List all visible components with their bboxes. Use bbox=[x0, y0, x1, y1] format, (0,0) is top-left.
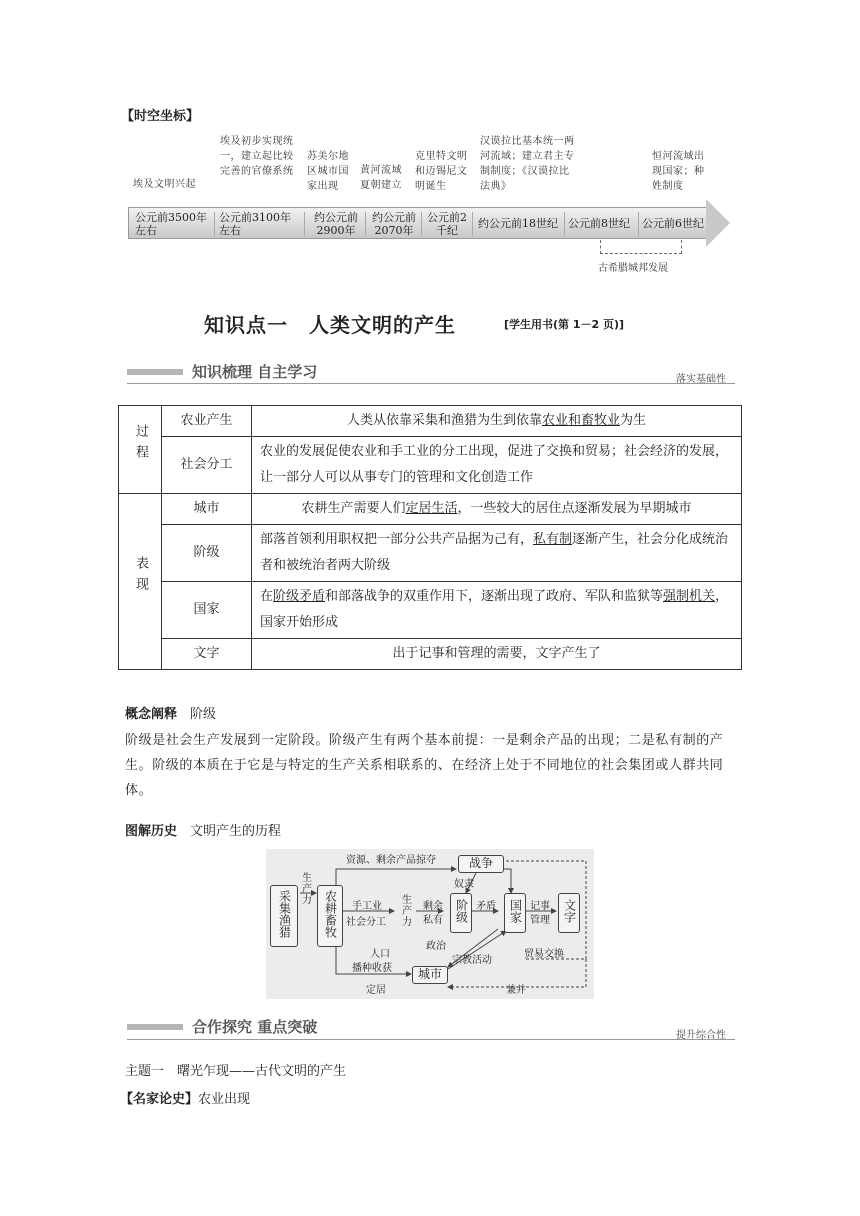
table-row bbox=[119, 437, 742, 494]
knowledge-table bbox=[118, 405, 742, 670]
diagram-label: 生产力 bbox=[402, 895, 412, 928]
section-bar bbox=[127, 369, 183, 375]
timeline-note: 恒河流域出现国家；种姓制度 bbox=[652, 151, 705, 192]
diagram-heading: 图解历史 文明产生的历程 bbox=[125, 824, 282, 839]
box-state: 国家 bbox=[504, 893, 526, 933]
timeline-date: 公元前2千纪 bbox=[427, 211, 467, 237]
diagram-label: 资源、剩余产品掠夺 bbox=[346, 855, 436, 866]
diagram-label: 管理 bbox=[530, 915, 550, 926]
row-label: 城市 bbox=[162, 494, 252, 525]
table-row bbox=[119, 525, 742, 582]
timeline-header: 【时空坐标】 bbox=[121, 109, 200, 124]
row-label: 文字 bbox=[162, 639, 252, 670]
table-row bbox=[119, 639, 742, 670]
page-title: 知识点一 人类文明的产生 bbox=[204, 313, 456, 337]
diagram-label: 生产力 bbox=[302, 873, 312, 906]
diagram-label: 定居 bbox=[366, 985, 386, 996]
diagram-label: 记事 bbox=[530, 901, 550, 912]
timeline-note: 苏美尔地区城市国家出现 bbox=[307, 151, 349, 192]
box-farming: 农耕畜牧 bbox=[317, 885, 343, 947]
section-right-label: 落实基础性 bbox=[676, 374, 726, 385]
row-content: 在阶级矛盾和部落战争的双重作用下，逐渐出现了政府、军队和监狱等强制机关，国家开始形成 bbox=[252, 582, 742, 639]
row-content: 农耕生产需要人们定居生活，一些较大的居住点逐渐发展为早期城市 bbox=[252, 494, 742, 525]
table-row bbox=[119, 494, 742, 525]
concept-text: 阶级是社会生产发展到一定阶段。阶级产生有两个基本前提：一是剩余产品的出现；二是私有制的产生。阶级的本质在于它是与特定的生产关系相联系的、在经济上处于不同地位的社会集团或人群共同体。 bbox=[125, 733, 724, 798]
diagram-label: 贸易交换 bbox=[524, 949, 564, 960]
section-divider bbox=[127, 383, 735, 384]
civilization-diagram bbox=[266, 849, 594, 999]
diagram-label: 人口 bbox=[370, 949, 390, 960]
section-right-label: 提升综合性 bbox=[676, 1030, 726, 1041]
diagram-label: 兼并 bbox=[506, 985, 526, 996]
timeline-note: 黄河流域夏朝建立 bbox=[360, 165, 402, 191]
row-label: 社会分工 bbox=[162, 437, 252, 494]
topic-heading: 主题一 曙光乍现——古代文明的产生 bbox=[125, 1064, 347, 1079]
row-content: 部落首领利用职权把一部分公共产品据为己有，私有制逐渐产生，社会分化成统治者和被统治者两大阶级 bbox=[252, 525, 742, 582]
row-content: 农业的发展促使农业和手工业的分工出现，促进了交换和贸易；社会经济的发展，让一部分人可以从事专门的管理和文化创造工作 bbox=[252, 437, 742, 494]
timeline-date: 公元前8世纪 bbox=[568, 217, 630, 230]
timeline-note: 埃及文明兴起 bbox=[133, 179, 196, 190]
group-label: 过程 bbox=[119, 406, 162, 494]
timeline-date: 公元前3500年左右 bbox=[135, 211, 207, 237]
concept-heading: 概念阐释 阶级 bbox=[125, 707, 217, 722]
box-war: 战争 bbox=[458, 855, 504, 873]
box-writing: 文字 bbox=[558, 893, 580, 933]
timeline-note: 克里特文明和迈锡尼文明诞生 bbox=[415, 151, 468, 192]
section-divider bbox=[127, 1039, 735, 1040]
timeline-date: 约公元前18世纪 bbox=[478, 217, 558, 230]
timeline-date: 约公元前2070年 bbox=[372, 211, 416, 237]
diagram-label: 播种收获 bbox=[352, 963, 392, 974]
diagram-label: 政治 bbox=[426, 941, 446, 952]
section-title: 合作探究 重点突破 bbox=[192, 1018, 318, 1036]
page-ref: [学生用书(第 1－2 页)] bbox=[504, 318, 625, 331]
section-title: 知识梳理 自主学习 bbox=[192, 363, 318, 381]
section-bar bbox=[127, 1024, 183, 1030]
diagram-label: 剩余 bbox=[423, 901, 443, 912]
box-gathering: 采集渔猎 bbox=[270, 885, 298, 947]
table-row bbox=[119, 406, 742, 437]
timeline-date: 公元前6世纪 bbox=[642, 217, 704, 230]
diagram-label: 矛盾 bbox=[476, 901, 496, 912]
diagram-label: 宗教活动 bbox=[452, 955, 492, 966]
box-city: 城市 bbox=[412, 966, 448, 984]
expert-heading: 【名家论史】农业出现 bbox=[120, 1092, 251, 1107]
timeline-date: 公元前3100年左右 bbox=[219, 211, 291, 237]
timeline-note: 汉谟拉比基本统一两河流域；建立君主专制制度；《汉谟拉比法典》 bbox=[480, 136, 575, 192]
table-row bbox=[119, 582, 742, 639]
row-content: 出于记事和管理的需要，文字产生了 bbox=[252, 639, 742, 670]
diagram-label: 手工业 bbox=[352, 901, 382, 912]
row-label: 国家 bbox=[162, 582, 252, 639]
diagram-label: 社会分工 bbox=[346, 917, 386, 928]
timeline-date: 约公元前2900年 bbox=[314, 211, 358, 237]
row-label: 农业产生 bbox=[162, 406, 252, 437]
diagram-label: 奴隶 bbox=[454, 879, 474, 890]
group-label: 表现 bbox=[119, 494, 162, 670]
timeline-note: 埃及初步实现统一，建立起比较完善的官僚系统 bbox=[220, 136, 294, 177]
row-label: 阶级 bbox=[162, 525, 252, 582]
box-class: 阶级 bbox=[450, 893, 472, 933]
row-content: 人类从依靠采集和渔猎为生到依靠农业和畜牧业为生 bbox=[252, 406, 742, 437]
timeline-bracket bbox=[600, 240, 682, 254]
diagram-label: 私有 bbox=[423, 915, 443, 926]
timeline-bracket-note: 古希腊城邦发展 bbox=[598, 263, 668, 274]
